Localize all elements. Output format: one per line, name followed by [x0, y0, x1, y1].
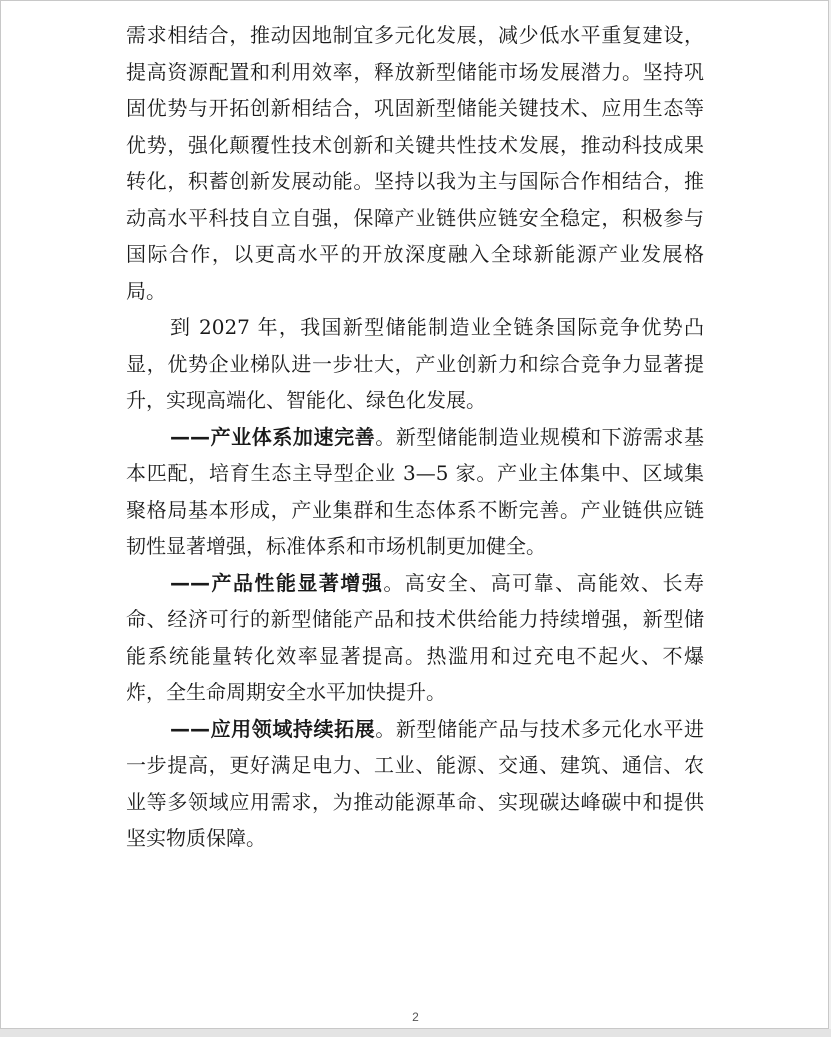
paragraph-text: 。新型储能制造业规模和下游需求基本匹配，培育生态主导型企业 3—5 家。产业主体集中、区域集聚格局基本形成，产业集群和生态体系不断完善。产业链供应链韧性显著增强，标准体系和市场机制更加健全。 [126, 424, 704, 558]
paragraph-target-2027 [126, 309, 704, 419]
viewer-background [0, 1029, 831, 1037]
paragraph-continued [126, 17, 704, 309]
paragraph-text: 。高安全、高可靠、高能效、长寿命、经济可行的新型储能产品和技术供给能力持续增强，新型储能系统能量转化效率显著提高。热滥用和过充电不起火、不爆炸，全生命周期安全水平加快提升。 [126, 570, 705, 704]
paragraph-text: 需求相结合，推动因地制宜多元化发展，减少低水平重复建设，提高资源配置和利用效率，释放新型储能市场发展潜力。坚持巩固优势与开拓创新相结合，巩固新型储能关键技术、应用生态等优势，强化颠覆性技术创新和关键共性技术发展，推动科技成果转化，积蓄创新发展动能。坚持以我为主与国际合作相结合，推动高水平科技自立自强，保障产业链供应链安全稳定，积极参与国际合作，以更高水平的开放深度融入全球新能源产业发展格局。 [126, 23, 704, 303]
section-heading: ——产业体系加速完善 [170, 424, 376, 449]
section-heading: ——产品性能显著增强 [170, 570, 384, 595]
paragraph-text: 到 2027 年，我国新型储能制造业全链条国际竞争优势凸显，优势企业梯队进一步壮大，产业创新力和综合竞争力显著提升，实现高端化、智能化、绿色化发展。 [126, 315, 704, 412]
document-body [126, 17, 704, 857]
paragraph-application-fields [126, 711, 704, 857]
page-number: 2 [412, 1010, 419, 1024]
paragraph-text: 。新型储能产品与技术多元化水平进一步提高，更好满足电力、工业、能源、交通、建筑、通信、农业等多领域应用需求，为推动能源革命、实现碳达峰碳中和提供坚实物质保障。 [126, 716, 704, 850]
section-heading: ——应用领域持续拓展 [170, 716, 376, 741]
paragraph-product-performance [126, 565, 704, 711]
paragraph-industry-system [126, 419, 704, 565]
